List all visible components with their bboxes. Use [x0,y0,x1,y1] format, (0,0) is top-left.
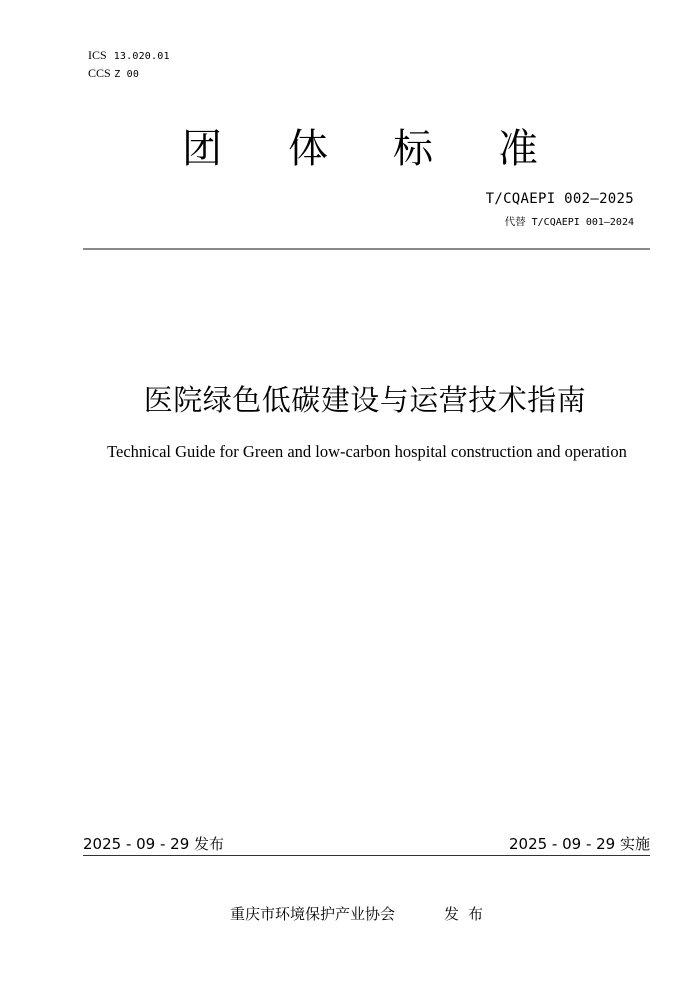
replaces-standard [505,214,634,229]
replaces-number: T/CQAEPI 001—2024 [531,217,634,228]
publish-date: 2025 - 09 - 29 发布 [83,835,225,853]
ccs-value: Z 00 [114,69,140,80]
document-type-char: 团 [182,126,222,172]
ccs-label: CCS [88,66,111,80]
publisher-action: 发布 [444,905,493,923]
implement-date: 2025 - 09 - 29 实施 [508,835,650,853]
replaces-label: 代替 [504,216,526,228]
footer-divider [83,855,650,856]
document-type-char: 体 [288,126,328,172]
ccs-code [81,52,139,82]
document-type-char: 准 [498,126,538,172]
publisher-name: 重庆市环境保护产业协会 [230,905,396,923]
header-divider [83,248,650,250]
chinese-title: 医院绿色低碳建设与运营技术指南 [143,383,587,417]
ics-value: 13.020.01 [113,51,170,62]
standard-number: T/CQAEPI 002—2025 [485,191,634,207]
document-type-heading [0,124,700,174]
document-type-char: 标 [393,126,433,172]
english-title: Technical Guide for Green and low-carbon hospital construction and operation [107,442,627,461]
ics-label: ICS [88,48,107,62]
